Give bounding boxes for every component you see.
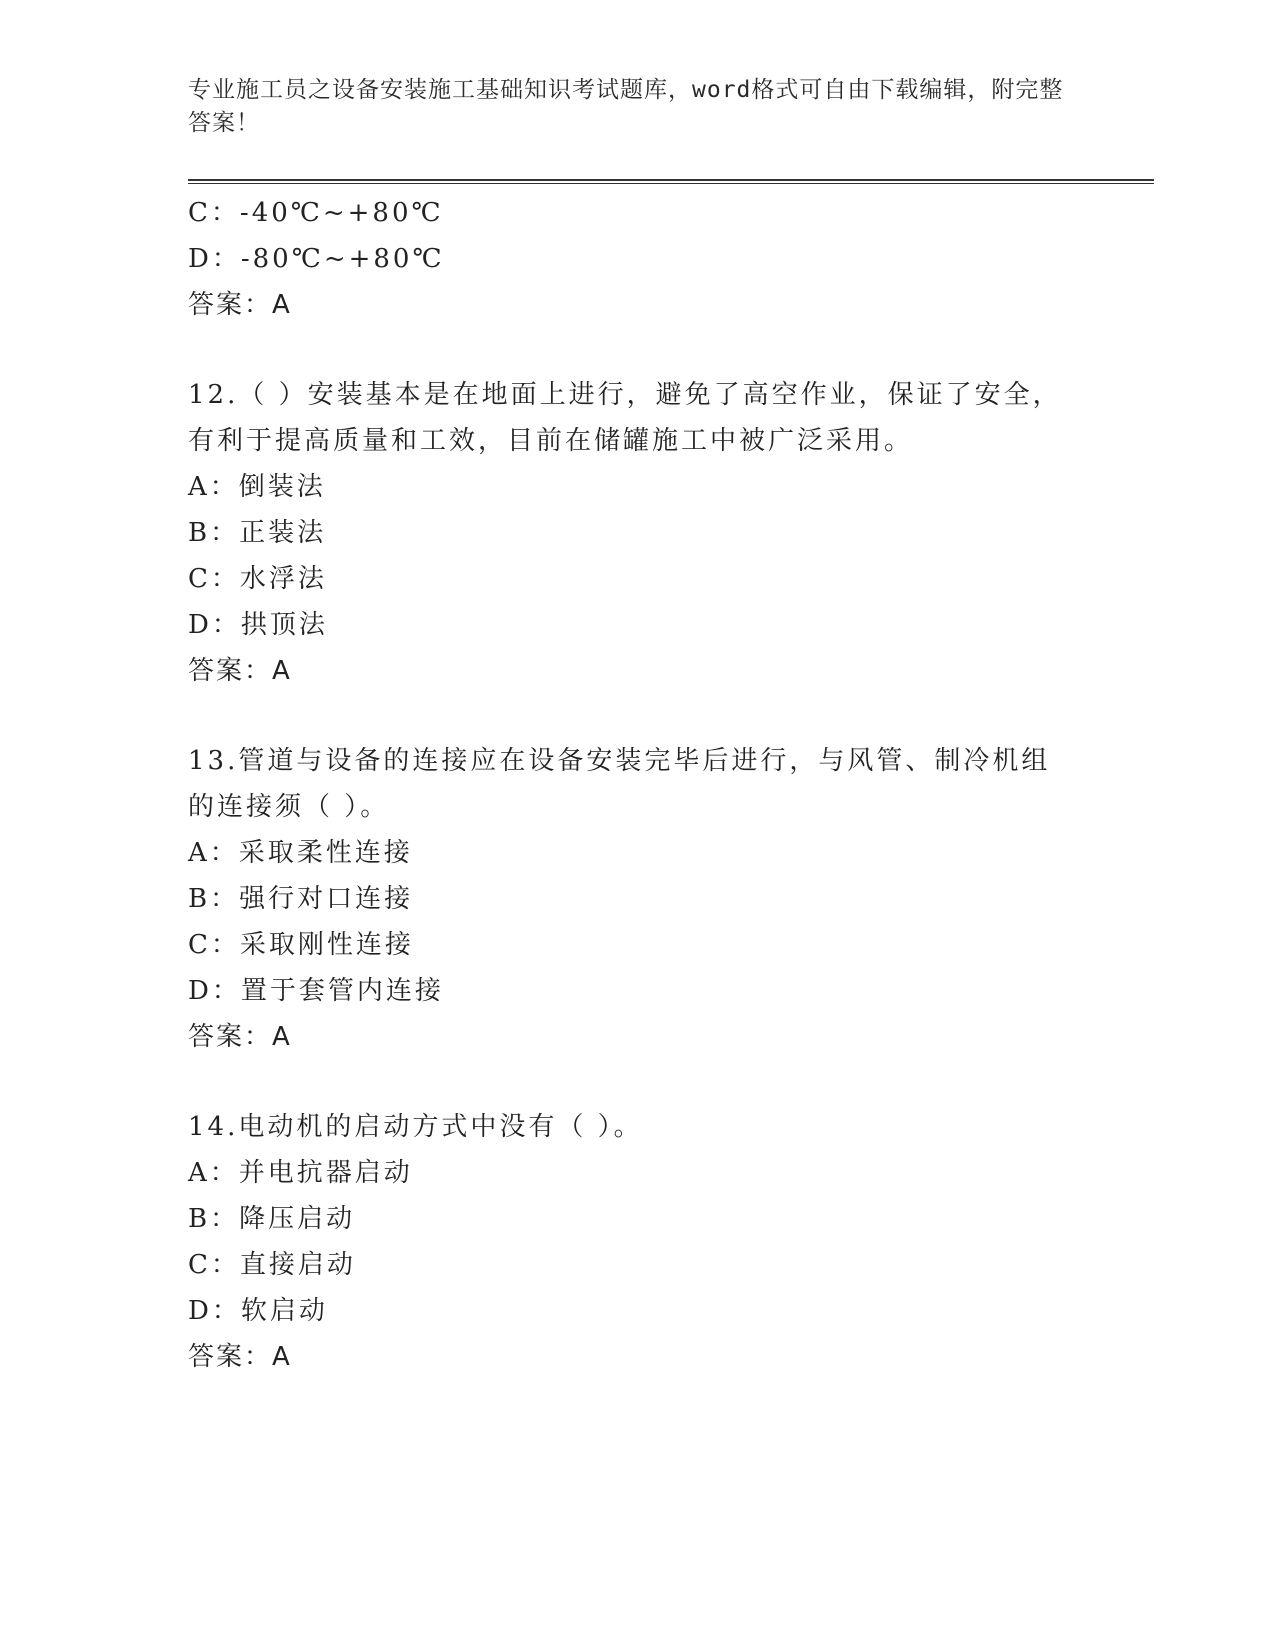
option-text: 并电抗器启动 xyxy=(238,1158,413,1188)
option-label: C： xyxy=(188,930,240,960)
option-c xyxy=(188,556,1088,602)
option-text: 降压启动 xyxy=(239,1204,356,1234)
question-text: 12.（ ）安装基本是在地面上进行，避免了高空作业，保证了安全，有利于提高质量和工效，目前在储罐施工中被广泛采用。 xyxy=(188,380,1062,456)
option-b xyxy=(188,510,1088,556)
option-c xyxy=(188,922,1088,968)
option-text: -40℃~+80℃ xyxy=(239,198,444,228)
option-d xyxy=(188,602,1088,648)
option-text: 倒装法 xyxy=(238,472,326,502)
option-d xyxy=(188,1288,1088,1334)
question-list xyxy=(188,190,1088,1380)
option-text: 强行对口连接 xyxy=(239,884,414,914)
option-c xyxy=(188,190,1088,236)
answer-line: 答案：A xyxy=(188,1342,292,1372)
option-label: A： xyxy=(188,472,239,502)
option-c xyxy=(188,1242,1088,1288)
option-label: A： xyxy=(188,838,239,868)
option-a xyxy=(188,1150,1088,1196)
option-label: B： xyxy=(188,1204,240,1234)
option-label: A： xyxy=(188,1158,239,1188)
option-label: C： xyxy=(188,198,240,228)
option-label: D： xyxy=(188,244,241,274)
option-text: 采取刚性连接 xyxy=(239,930,414,960)
option-label: C： xyxy=(188,1250,240,1280)
question-text: 14.电动机的启动方式中没有（ ）。 xyxy=(188,1112,643,1142)
option-d xyxy=(188,236,1088,282)
answer-line: 答案：A xyxy=(188,656,292,686)
option-text: 水浮法 xyxy=(239,564,327,594)
answer-line: 答案：A xyxy=(188,1022,292,1052)
option-a xyxy=(188,830,1088,876)
option-text: 正装法 xyxy=(239,518,327,548)
question-14 xyxy=(188,1104,1088,1380)
option-label: D： xyxy=(188,976,241,1006)
header-divider-top xyxy=(188,179,1154,181)
option-label: D： xyxy=(188,610,241,640)
option-text: 置于套管内连接 xyxy=(240,976,444,1006)
option-text: 软启动 xyxy=(240,1296,328,1326)
question-12 xyxy=(188,372,1088,694)
header-divider-bottom xyxy=(188,183,1154,184)
option-b xyxy=(188,1196,1088,1242)
option-label: B： xyxy=(188,518,240,548)
option-b xyxy=(188,876,1088,922)
document-header: 专业施工员之设备安装施工基础知识考试题库，word格式可自由下载编辑，附完整答案！ xyxy=(188,77,1064,136)
answer-line: 答案：A xyxy=(188,290,292,320)
option-d xyxy=(188,968,1088,1014)
question-text: 13.管道与设备的连接应在设备安装完毕后进行，与风管、制冷机组的连接须（ ）。 xyxy=(188,746,1051,822)
option-label: D： xyxy=(188,1296,241,1326)
option-label: C： xyxy=(188,564,240,594)
option-label: B： xyxy=(188,884,240,914)
option-a xyxy=(188,464,1088,510)
option-text: 采取柔性连接 xyxy=(238,838,413,868)
option-text: -80℃~+80℃ xyxy=(240,244,445,274)
option-text: 直接启动 xyxy=(239,1250,356,1280)
option-text: 拱顶法 xyxy=(240,610,328,640)
previous-question-tail xyxy=(188,190,1088,328)
question-13 xyxy=(188,738,1088,1060)
